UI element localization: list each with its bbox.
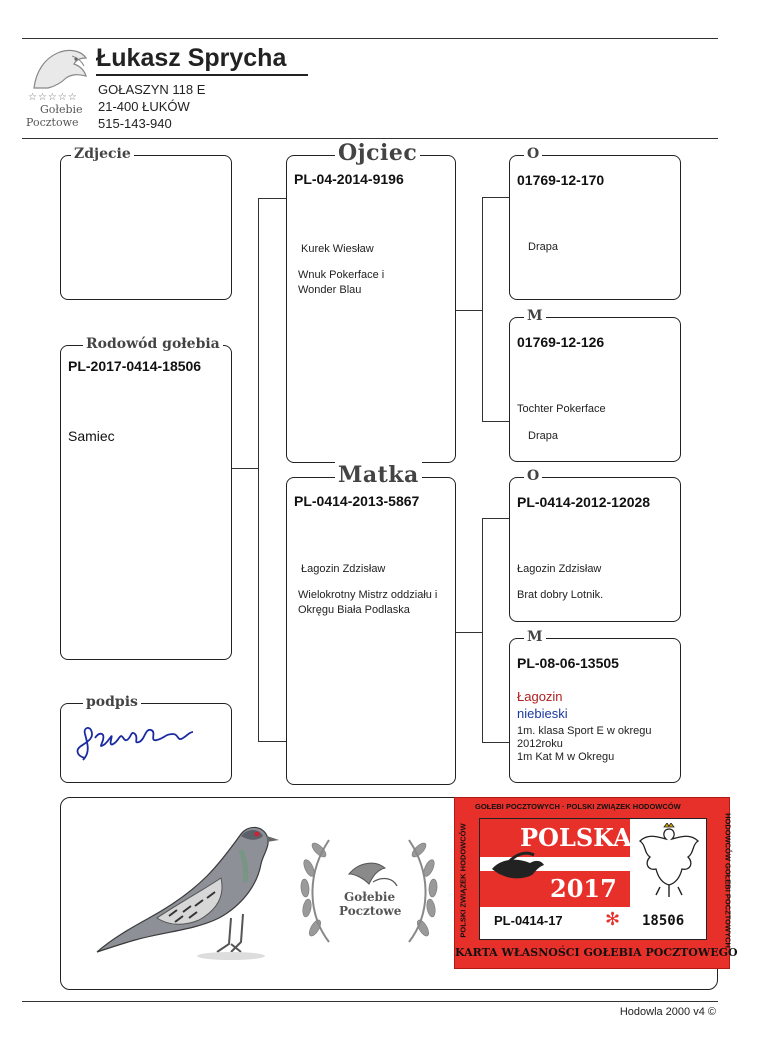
father-father-ring-number: 01769-12-170: [517, 172, 605, 188]
handwritten-signature: [65, 710, 225, 770]
father-box-title: Ojciec: [335, 140, 420, 166]
signature-box-title: podpis: [83, 694, 141, 710]
connector-root-to-mother: [258, 741, 286, 742]
mother-mother-info-line-2: 2012roku: [517, 738, 563, 750]
card-asterisk-icon: ✻: [605, 909, 621, 929]
father-father-info-line-1: Drapa: [528, 241, 558, 253]
mother-info-line-1: Łagozin Zdzisław: [301, 563, 386, 575]
photo-box: [60, 146, 232, 300]
connector-father-to-ff: [482, 197, 509, 198]
mother-father-info-line-2: Brat dobry Lotnik.: [517, 589, 604, 601]
pigeon-ring-number: PL-2017-0414-18506: [68, 358, 202, 374]
mother-mother-info-line-3: 1m Kat M w Okregu: [517, 751, 615, 763]
owner-name: Łukasz Sprycha: [96, 44, 287, 72]
connector-root-to-father: [258, 198, 286, 199]
card-pigeon-icon: [486, 849, 546, 889]
father-mother-info-line-2: Drapa: [528, 430, 558, 442]
mother-father-info-line-1: Łagozin Zdzisław: [517, 563, 602, 575]
card-top-text: GOŁEBI POCZTOWYCH · POLSKI ZWIĄZEK HODOWCÓW: [475, 802, 681, 811]
connector-mother-to-mf: [482, 518, 509, 519]
mother-ring-number: PL-0414-2013-5867: [294, 493, 420, 509]
footer-rule: [22, 1001, 718, 1002]
emblem-text-line1: Gołebie: [344, 890, 396, 904]
card-right-text: HODOWCÓW GOŁEBI POCZTOWYCH: [723, 813, 733, 948]
connector-root-vertical: [258, 198, 259, 741]
card-country: POLSKA: [520, 823, 632, 852]
connector-pigeon-to-root: [232, 468, 258, 469]
connector-father-to-fm: [482, 421, 509, 422]
emblem-text-line2: Pocztowe: [339, 904, 402, 918]
connector-father-vertical: [482, 197, 483, 421]
mother-box: [286, 462, 456, 785]
connector-father-out: [456, 310, 482, 311]
father-mother-title: M: [524, 308, 546, 324]
father-father-title: O: [524, 146, 542, 162]
mother-mother-box: [509, 629, 681, 783]
header-bottom-rule: [22, 138, 718, 139]
card-footer-text: KARTA WŁASNOŚCI GOŁEBIA POCZTOWEGO: [455, 946, 738, 959]
card-ring-prefix: PL-0414-17: [494, 913, 563, 928]
address-line-1: GOŁASZYN 118 E: [98, 82, 206, 97]
mother-mother-info-line-1: 1m. klasa Sport E w okregu: [517, 725, 652, 737]
footer-version: Hodowla 2000 v4 ©: [619, 1006, 716, 1018]
mother-info-line-2: Wielokrotny Mistrz oddziału i: [298, 589, 438, 601]
mother-mother-name: Łagozin: [517, 689, 563, 704]
header-top-rule: [22, 38, 718, 39]
father-info-line-2: Wnuk Pokerface i: [298, 269, 385, 281]
signature-box: [60, 694, 232, 783]
connector-mother-vertical: [482, 518, 483, 742]
address-line-2: 21-400 ŁUKÓW: [98, 99, 190, 114]
mother-mother-color: niebieski: [517, 706, 568, 721]
pigeon-sex: Samiec: [68, 428, 115, 444]
father-info-line-1: Kurek Wiesław: [301, 243, 374, 255]
logo-text-line1: Gołebie: [40, 103, 83, 116]
mother-mother-title: M: [524, 629, 546, 645]
phone-number: 515-143-940: [98, 116, 172, 131]
father-mother-info-line-1: Tochter Pokerface: [517, 403, 606, 415]
card-left-text: POLSKI ZWIĄZEK HODOWCÓW: [458, 823, 468, 938]
logo-stars: ☆☆☆☆☆: [28, 92, 78, 103]
father-mother-ring-number: 01769-12-126: [517, 334, 605, 350]
pigeon-box-title: Rodowód gołebia: [83, 336, 223, 352]
father-ring-number: PL-04-2014-9196: [294, 171, 404, 187]
card-ring-number: 18506: [642, 913, 685, 929]
mother-mother-ring-number: PL-08-06-13505: [517, 655, 619, 671]
photo-box-title: Zdjecie: [71, 146, 134, 162]
mother-father-title: O: [524, 468, 542, 484]
eagle-logo-icon: [26, 44, 94, 96]
connector-mother-out: [456, 632, 482, 633]
mother-father-ring-number: PL-0414-2012-12028: [517, 494, 651, 510]
association-logo: [26, 44, 94, 134]
pigeon-box: [60, 336, 232, 660]
pigeon-illustration: [91, 806, 291, 976]
father-mother-box: [509, 308, 681, 462]
connector-mother-to-mm: [482, 742, 509, 743]
ownership-card: [454, 797, 738, 969]
mother-info-line-3: Okręgu Biała Podlaska: [298, 604, 410, 616]
mother-father-box: [509, 468, 681, 622]
father-info-line-3: Wonder Blau: [298, 284, 362, 296]
owner-name-underline: [96, 74, 308, 76]
card-year: 2017: [550, 874, 617, 903]
logo-text-line2: Pocztowe: [26, 116, 79, 129]
father-box: [286, 140, 456, 463]
father-father-box: [509, 146, 681, 300]
card-white-panel: [479, 818, 707, 940]
polish-eagle-icon: [634, 823, 704, 903]
mother-box-title: Matka: [335, 462, 422, 488]
